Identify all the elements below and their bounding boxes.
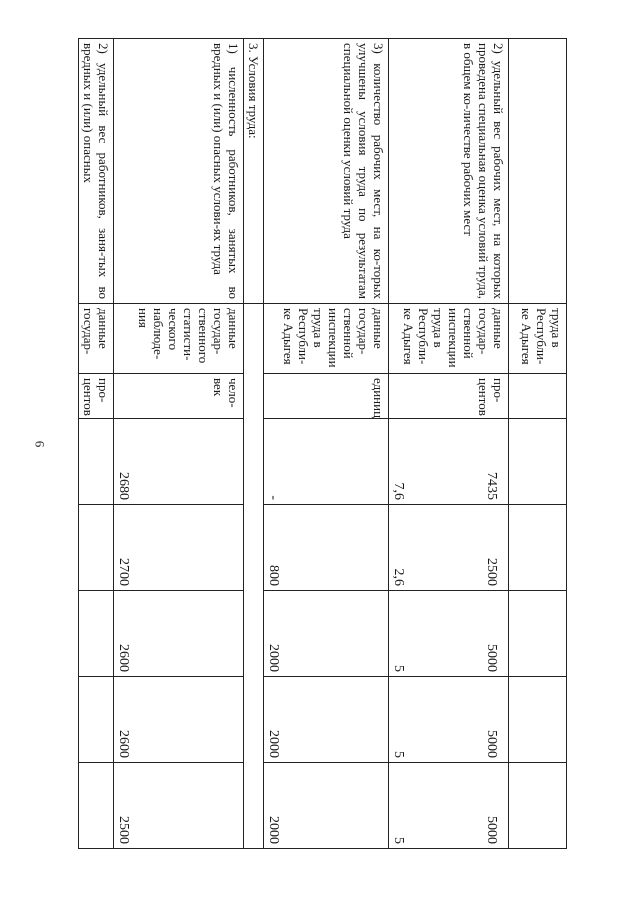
unit: чело-век: [114, 374, 244, 419]
unit: про-центов: [389, 374, 509, 419]
indicator-name: 3) количество рабочих мест, на ко-торых улучшены условия труда по результатам специальной оценки условий труда: [264, 39, 389, 304]
table-row: [79, 39, 114, 849]
value-prior: 5000: [484, 730, 499, 758]
indicators-table: [78, 38, 567, 849]
value-cell: [509, 419, 567, 505]
value-cell: 2680: [114, 419, 244, 505]
value-cell: [389, 763, 509, 849]
indicator-name: 2) удельный вес работников, заня-тых во вредных и (или) опасных: [79, 39, 114, 304]
value-cell: [389, 591, 509, 677]
unit: единиц: [264, 374, 389, 419]
value-cell: 2000: [264, 763, 389, 849]
value-percent: 7,6: [391, 482, 406, 500]
table-row: [389, 39, 509, 849]
value-cell: [389, 677, 509, 763]
value-percent: 5: [391, 751, 406, 758]
value-cell: [79, 591, 114, 677]
value-prior: 7435: [484, 472, 499, 500]
value-cell: [509, 591, 567, 677]
table-row-section: [244, 39, 264, 849]
data-source: данные государ-ственной инспекции труда в Республи-ке Адыгея: [264, 304, 389, 374]
table-row: [509, 39, 567, 849]
value-prior: 5000: [484, 816, 499, 844]
data-source: труда в Республи-ке Адыгея: [509, 304, 567, 374]
indicator-name: [509, 39, 567, 304]
value-cell: 2700: [114, 505, 244, 591]
page-number: 6: [32, 440, 48, 448]
value-cell: 2000: [264, 677, 389, 763]
value-percent: 5: [391, 665, 406, 672]
value-cell: [79, 505, 114, 591]
value-cell: -: [264, 419, 389, 505]
unit: про-центов: [79, 374, 114, 419]
value-cell: [509, 677, 567, 763]
value-percent: 5: [391, 837, 406, 844]
document-table-wrapper: [83, 38, 567, 848]
value-cell: 800: [264, 505, 389, 591]
indicator-name: 2) удельный вес рабочих мест, на которых проведена специальная оценка условий труда, в общем ко-личестве рабочих мест: [389, 39, 509, 304]
value-cell: [79, 419, 114, 505]
value-prior: 2500: [484, 558, 499, 586]
value-percent: 2,6: [391, 568, 406, 586]
value-cell: [509, 763, 567, 849]
data-source: данные государ-ственного статисти-ческого наблюде-ния: [114, 304, 244, 374]
section-heading: 3. Условия труда:: [244, 39, 264, 304]
data-source: данные государ-ственной инспекции труда в Республи-ке Адыгея: [389, 304, 509, 374]
section-spacer: [244, 304, 264, 849]
indicator-name: 1) численность работников, занятых во вредных и (или) опасных услови-ях труда: [114, 39, 244, 304]
value-cell: [509, 505, 567, 591]
table-row: [264, 39, 389, 849]
table-row: [114, 39, 244, 849]
value-cell: 2600: [114, 591, 244, 677]
value-cell: [79, 763, 114, 849]
value-prior: 5000: [484, 644, 499, 672]
unit: [509, 374, 567, 419]
value-cell: 2000: [264, 591, 389, 677]
value-cell: [389, 505, 509, 591]
value-cell: 2500: [114, 763, 244, 849]
value-cell: [389, 419, 509, 505]
data-source: данные государ-: [79, 304, 114, 374]
value-cell: 2600: [114, 677, 244, 763]
value-cell: [79, 677, 114, 763]
